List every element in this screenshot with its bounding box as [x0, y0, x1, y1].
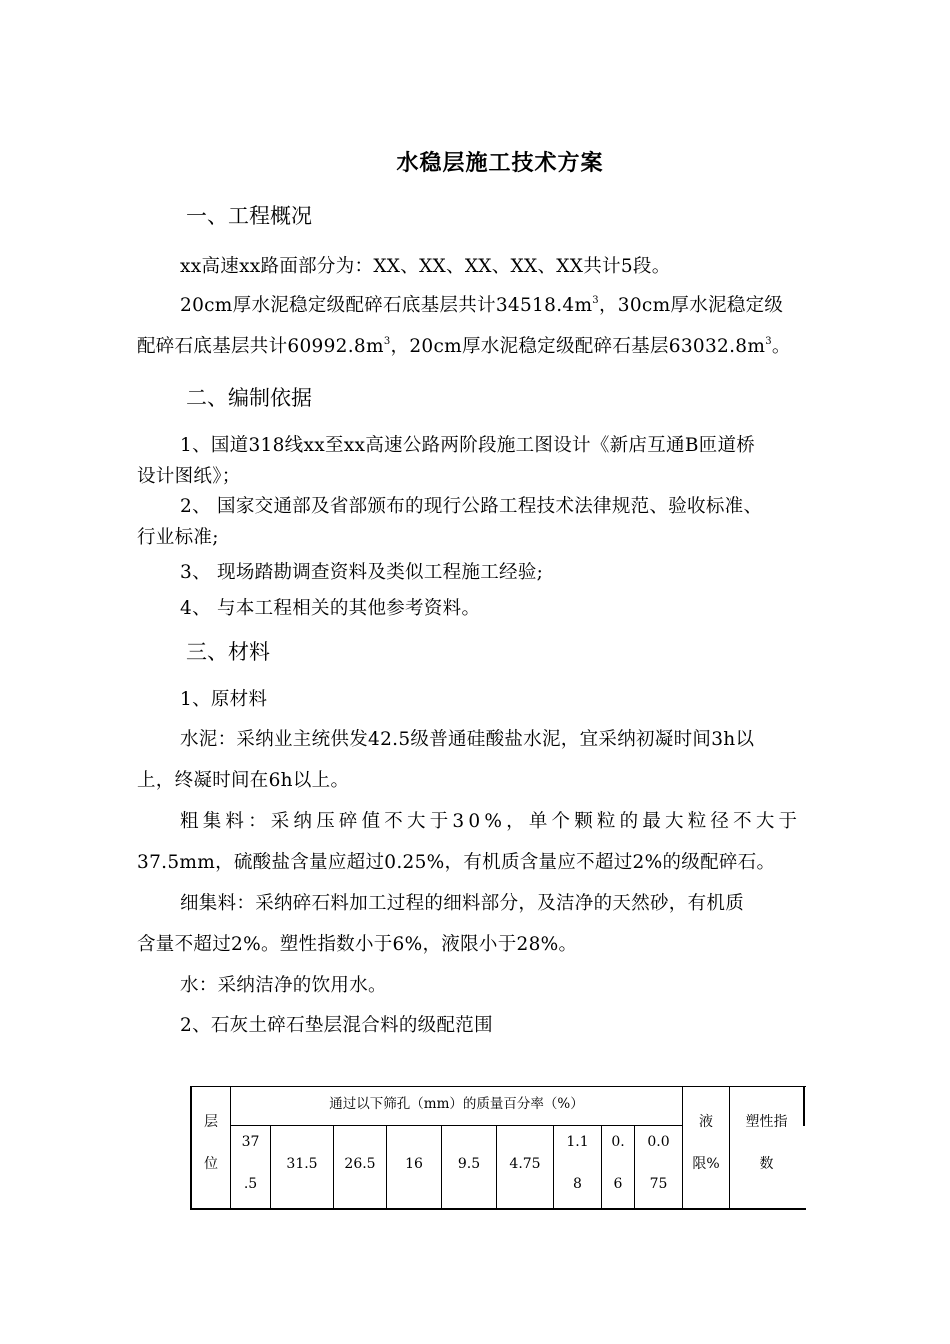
sieve-size-cell: 9.5	[457, 1156, 481, 1172]
fine-aggregate-line-2: 含量不超过2%。塑性指数小于6%，液限小于28%。	[137, 934, 578, 955]
section-heading-overview: 一、工程概况	[186, 204, 312, 228]
basis-item-2-line-2: 行业标准;	[137, 527, 219, 548]
sieve-size-cell: 31.5	[286, 1156, 318, 1172]
coarse-aggregate-line-1: 粗集料：采纳压碎值不大于30%，单个颗粒的最大粒径不大于	[180, 811, 802, 832]
gradation-table	[190, 1086, 806, 1210]
basis-item-2-line-1: 2、 国家交通部及省部颁布的现行公路工程技术法律规范、验收标准、	[180, 496, 763, 517]
coarse-aggregate-line-2: 37.5mm，硫酸盐含量应超过0.25%，有机质含量应不超过2%的级配碎石。	[137, 852, 776, 873]
sieve-size-cell: 0.0 75	[647, 1134, 670, 1192]
overview-line-2: 20cm厚水泥稳定级配碎石底基层共计$34518.4m^3$，30cm厚水泥稳定级	[180, 295, 784, 316]
sieve-size-cell: 0. 6	[611, 1134, 625, 1192]
sieve-size-cell: 1.1 8	[566, 1134, 589, 1192]
fine-aggregate-line-1: 细集料：采纳碎石料加工过程的细料部分，及洁净的天然砂，有机质	[180, 893, 745, 914]
cement-line-1: 水泥：采纳业主统供发42.5级普通硅酸盐水泥，宜采纳初凝时间3h以	[180, 729, 755, 750]
table-border-right	[803, 1086, 805, 1126]
document-title: 水稳层施工技术方案	[396, 150, 604, 176]
table-border-bottom	[190, 1208, 806, 1210]
cement-line-2: 上，终凝时间在6h以上。	[137, 770, 350, 791]
table-border-top	[190, 1086, 806, 1087]
water-line: 水：采纳洁净的饮用水。	[180, 975, 387, 996]
basis-item-1-line-2: 设计图纸》；	[137, 466, 241, 487]
materials-sub-1: 1、原材料	[180, 689, 268, 710]
header-pass-percentage: 通过以下筛孔（mm）的质量百分率（%）	[329, 1096, 584, 1112]
materials-sub-2: 2、石灰土碎石垫层混合料的级配范围	[180, 1015, 493, 1036]
section-heading-materials: 三、材料	[186, 640, 270, 664]
table-header-divider	[230, 1125, 682, 1126]
basis-item-3: 3、 现场踏勘调查资料及类似工程施工经验;	[180, 562, 544, 583]
sieve-size-cell: 16	[405, 1156, 423, 1172]
header-liquid-limit: 液 限%	[692, 1114, 720, 1172]
header-layer: 层 位	[204, 1114, 218, 1172]
sieve-size-cell: 4.75	[509, 1156, 541, 1172]
overview-line-1: xx高速xx路面部分为：XX、XX、XX、XX、XX共计5段。	[180, 256, 671, 277]
overview-line-3: 配碎石底基层共计$60992.8m^3$，20cm厚水泥稳定级配碎石基层$63032.8m^3$。	[137, 336, 791, 357]
basis-item-4: 4、 与本工程相关的其他参考资料。	[180, 598, 481, 619]
sieve-size-cell: 26.5	[344, 1156, 376, 1172]
section-heading-basis: 二、编制依据	[186, 386, 312, 410]
header-plasticity-index: 塑性指 数	[745, 1114, 788, 1172]
basis-item-1-line-1: 1、国道318线xx至xx高速公路两阶段施工图设计《新店互通B匝道桥	[180, 435, 756, 456]
sieve-size-cell: 37 .5	[241, 1134, 260, 1192]
